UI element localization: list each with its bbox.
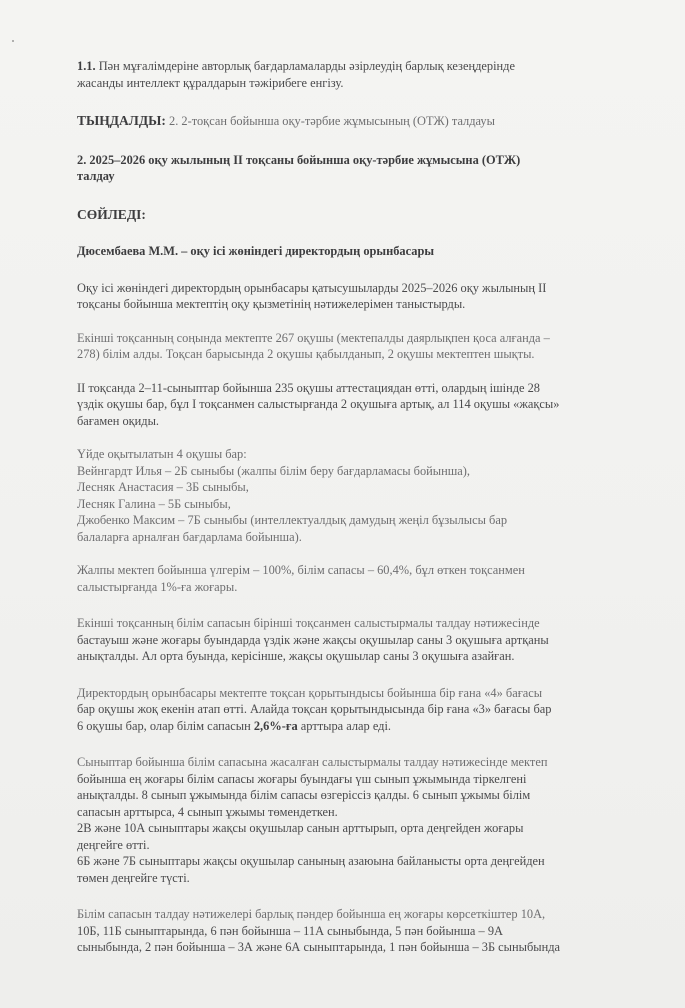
paragraph-4-line-6: балаларға арналған бағдарлама бойынша). <box>77 529 302 544</box>
paragraph-1 <box>77 280 657 313</box>
paragraph-6-line-3: анықталды. Ал орта буында, керісінше, жақсы оқушылар саны 3 оқушыға азайған. <box>77 649 515 663</box>
paragraph-8-line-3: анықталды. 8 сынып ұжымында білім сапасы өзгеріссіз қалды. 6 сынып ұжымы білім <box>77 788 531 802</box>
paragraph-9-line-2: 10Б, 11Б сыныптарында, 6 пән бойынша – 11А сыныбында, 5 пән бойынша – 9А <box>77 923 503 938</box>
paragraph-1-line-1: Оқу ісі жөніндегі директордың орынбасары қатысушыларды 2025–2026 оқу жылының II <box>77 280 547 295</box>
paragraph-7-line-2: бар оқушы жоқ екенін атап өтті. Алайда тоқсан қорытындысында бір ғана «3» бағасы бар <box>77 702 552 716</box>
listened-line <box>77 113 657 130</box>
item-1-1-number: 1.1. <box>77 59 96 73</box>
speaker-line <box>77 243 657 260</box>
paragraph-1-line-2: тоқсаны бойынша мектептің оқу қызметінің нәтижелерімен таныстырды. <box>77 297 466 311</box>
paragraph-3-line-2: үздік оқушы бар, бұл I тоқсанмен салыстырғанда 2 оқушыға артық, ал 114 оқушы «жақсы» <box>77 397 560 411</box>
speaker-name: Дюсембаева М.М. – оқу ісі жөніндегі директордың орынбасары <box>77 244 435 258</box>
paragraph-5-line-2: салыстырғанда 1%-ға жоғары. <box>77 579 238 594</box>
paragraph-7-highlight: 2,6%-ға <box>253 718 298 733</box>
item-2-line1: 2. 2025–2026 оқу жылының II тоқсаны бойынша оқу-тәрбие жұмысына (ОТЖ) <box>77 152 521 167</box>
item-1-1-line1: Пән мұғалімдеріне авторлық бағдарламаларды әзірлеудің барлық кезеңдерінде <box>98 59 515 73</box>
paragraph-4-line-4: Лесняк Галина – 5Б сыныбы, <box>77 496 231 511</box>
paragraph-9-line-3: сыныбында, 2 пән бойынша – 3А және 6А сыныптарында, 1 пән бойынша – 3Б сыныбында <box>77 940 561 954</box>
paragraph-4 <box>77 446 657 545</box>
paragraph-4-line-1: Үйде оқытылатын 4 оқушы бар: <box>77 447 247 461</box>
paragraph-2-line-2: 278) білім алды. Тоқсан барысында 2 оқушы қабылданып, 2 оқушы мектептен шықты. <box>77 347 535 361</box>
paragraph-8-line-1: Сыныптар бойынша білім сапасына жасалған салыстырмалы талдау нәтижесінде мектеп <box>77 755 548 769</box>
paragraph-3 <box>77 380 657 430</box>
paragraph-3-line-1: II тоқсанда 2–11-сыныптар бойынша 235 оқушы аттестациядан өтті, олардың ішінде 28 <box>77 380 540 395</box>
paragraph-7 <box>77 685 657 735</box>
paragraph-8-line-7: 6Б және 7Б сыныптары жақсы оқушылар санының азаюына байланысты орта деңгейден <box>77 854 545 868</box>
paragraph-8-line-6: деңгейге өтті. <box>77 837 150 852</box>
document-body <box>77 58 657 956</box>
paragraph-5 <box>77 562 657 595</box>
listened-text: 2. 2-тоқсан бойынша оқу-тәрбие жұмысының (ОТЖ) талдауы <box>169 114 495 128</box>
paragraph-7-line-3-end: арттыра алар еді. <box>297 718 392 733</box>
paragraph-3-line-3: бағамен оқиды. <box>77 413 160 428</box>
paragraph-4-line-5: Джобенко Максим – 7Б сыныбы (интеллектуалдық дамудың жеңіл бұзылысы бар <box>77 513 508 527</box>
spoke-label: СӨЙЛЕДІ: <box>77 206 146 222</box>
paragraph-2 <box>77 330 657 363</box>
paragraph-6-line-2: бастауыш және жоғары буындарда үздік және жақсы оқушылар саны 3 оқушыға артқаны <box>77 632 549 647</box>
paragraph-9 <box>77 906 657 956</box>
paragraph-5-line-1: Жалпы мектеп бойынша үлгерім – 100%, білім сапасы – 60,4%, бұл өткен тоқсанмен <box>77 563 525 577</box>
paragraph-7-line-3-start: 6 оқушы бар, олар білім сапасын <box>77 718 254 733</box>
paragraph-2-line-1: Екінші тоқсанның соңында мектепте 267 оқушы (мектепалды даярлықпен қоса алғанда – <box>77 330 550 345</box>
paragraph-8-line-5: 2В және 10А сыныптары жақсы оқушылар санын арттырып, орта деңгейден жоғары <box>77 821 524 835</box>
item-1-1-line2: жасанды интеллект құралдарын тәжірибеге енгізу. <box>77 75 344 90</box>
paragraph-6-line-1: Екінші тоқсанның білім сапасын бірінші тоқсанмен салыстырмалы талдау нәтижесінде <box>77 616 540 630</box>
paragraph-8-line-8: төмен деңгейге түсті. <box>77 870 190 885</box>
scan-speck <box>12 40 14 42</box>
paragraph-9-line-1: Білім сапасын талдау нәтижелері барлық пәндер бойынша ең жоғары көрсеткіштер 10А, <box>77 907 546 921</box>
listened-label: ТЫҢДАЛДЫ: <box>77 113 166 128</box>
paragraph-8-line-4: сапасын арттырса, 4 сынып ұжымы төмендеткен. <box>77 804 338 819</box>
paragraph-4-line-3: Лесняк Анастасия – 3Б сыныбы, <box>77 480 249 494</box>
item-2-line2: талдау <box>77 169 115 183</box>
paragraph-4-line-2: Вейнгардт Илья – 2Б сыныбы (жалпы білім беру бағдарламасы бойынша), <box>77 463 470 478</box>
paragraph-7-line-1: Директордың орынбасары мектепте тоқсан қорытындысы бойынша бір ғана «4» бағасы <box>77 685 543 700</box>
item-1-1 <box>77 58 657 91</box>
spoke-heading <box>77 207 657 224</box>
paragraph-6 <box>77 615 657 665</box>
item-2 <box>77 152 657 185</box>
paragraph-8-line-2: бойынша ең жоғары білім сапасы жоғары буындағы үш сынып ұжымында тіркелгені <box>77 771 527 786</box>
paragraph-8 <box>77 754 657 886</box>
